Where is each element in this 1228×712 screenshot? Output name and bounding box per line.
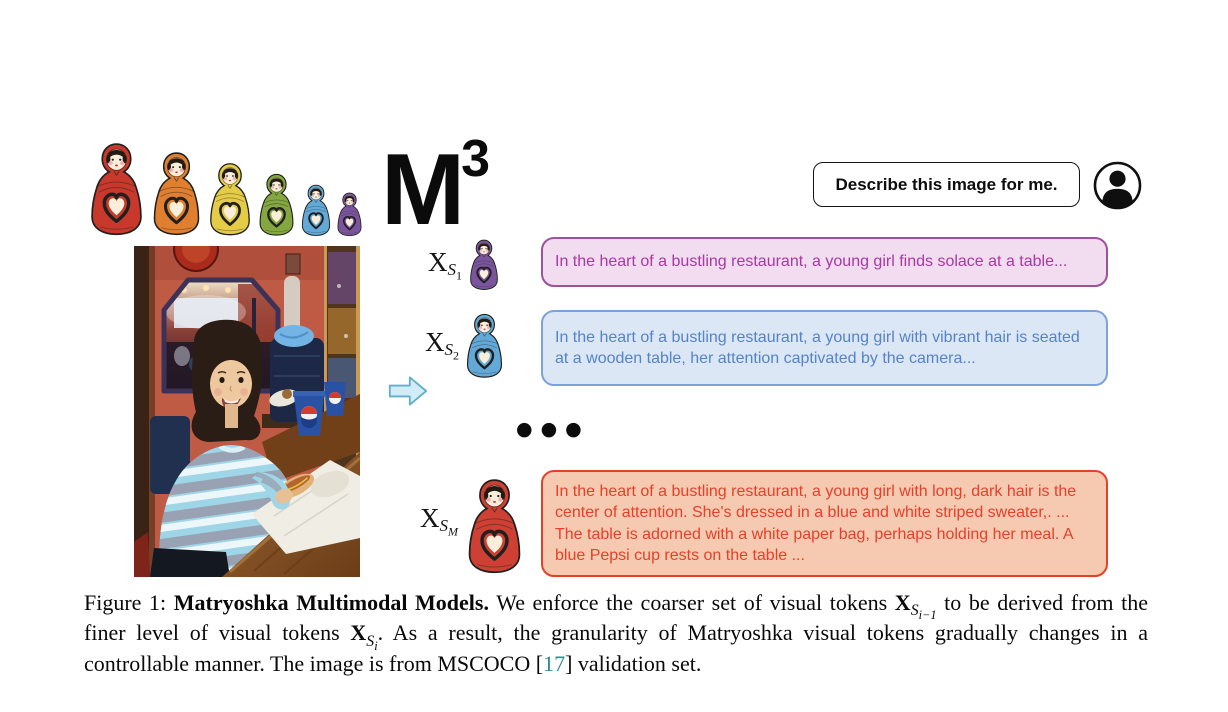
logo-superscript: 3 xyxy=(461,130,491,188)
matryoshka-doll-large-red-icon xyxy=(463,478,526,575)
matryoshka-doll-red-icon xyxy=(86,142,147,237)
caption-prefix: Figure 1: xyxy=(84,590,174,615)
token-label-xsm: $X_{S_M}$ xyxy=(420,503,458,539)
logo-base: M xyxy=(381,134,462,246)
citation-link-17[interactable]: 17 xyxy=(543,650,566,676)
restaurant-photo xyxy=(134,246,360,577)
token-label-xs1: $X_{S_1}$ xyxy=(428,247,462,283)
token-label-xs2: $X_{S_2}$ xyxy=(425,327,459,363)
user-prompt-bubble xyxy=(813,162,1080,207)
user-prompt-text: Describe this image for me. xyxy=(835,174,1058,194)
matryoshka-doll-green-icon xyxy=(256,173,297,237)
caption-bubble-fine xyxy=(541,470,1108,577)
model-logo-m3 xyxy=(381,130,491,246)
ellipsis-dots: ●●● xyxy=(516,418,590,440)
caption-math-xsi-1: $X_{S_{i-1}}$ xyxy=(894,590,937,623)
matryoshka-doll-small-purple-icon xyxy=(467,239,501,291)
caption-bubble-coarse-text: In the heart of a bustling restaurant, a young girl finds solace at a table... xyxy=(555,253,1068,271)
caption-bubble-coarse xyxy=(541,237,1108,287)
caption-bubble-medium xyxy=(541,310,1108,386)
caption-bubble-fine-text: In the heart of a bustling restaurant, a young girl with long, dark hair is the center of attention. She's dressed in a blue and white striped sweater,. ... The table is adorned with a white paper bag, perhaps holding her meal. A blue Pepsi cup rests on the table ... xyxy=(555,482,1077,564)
matryoshka-doll-small-blue-icon xyxy=(463,313,506,379)
caption-math-xsi: $X_{S_i}$ xyxy=(350,620,378,653)
matryoshka-doll-yellow-icon xyxy=(206,162,254,237)
user-avatar-icon xyxy=(1092,160,1143,211)
pepsi-cup-back xyxy=(324,382,346,416)
matryoshka-doll-orange-icon xyxy=(149,151,204,237)
doll-size-row xyxy=(86,140,364,237)
caption-bold-title: Matryoshka Multimodal Models. xyxy=(173,590,489,615)
matryoshka-doll-purple-icon xyxy=(335,192,364,237)
matryoshka-doll-blue-icon xyxy=(299,184,333,237)
right-arrow-icon xyxy=(388,374,428,408)
figure-caption: Figure 1: Matryoshka Multimodal Models. We enforce the coarser set of visual tokens $X_{S_{i-1}}$ to be derived from the finer level of visual tokens $X_{S_i}$. As a result, the granularity of Matryoshka visual tokens gradually changes in a controllable manner. The image is from MSCOCO [17] validation set. xyxy=(84,590,1148,676)
caption-bubble-medium-text: In the heart of a bustling restaurant, a young girl with vibrant hair is seated at a wooden table, her attention captivated by the camera... xyxy=(555,328,1080,367)
